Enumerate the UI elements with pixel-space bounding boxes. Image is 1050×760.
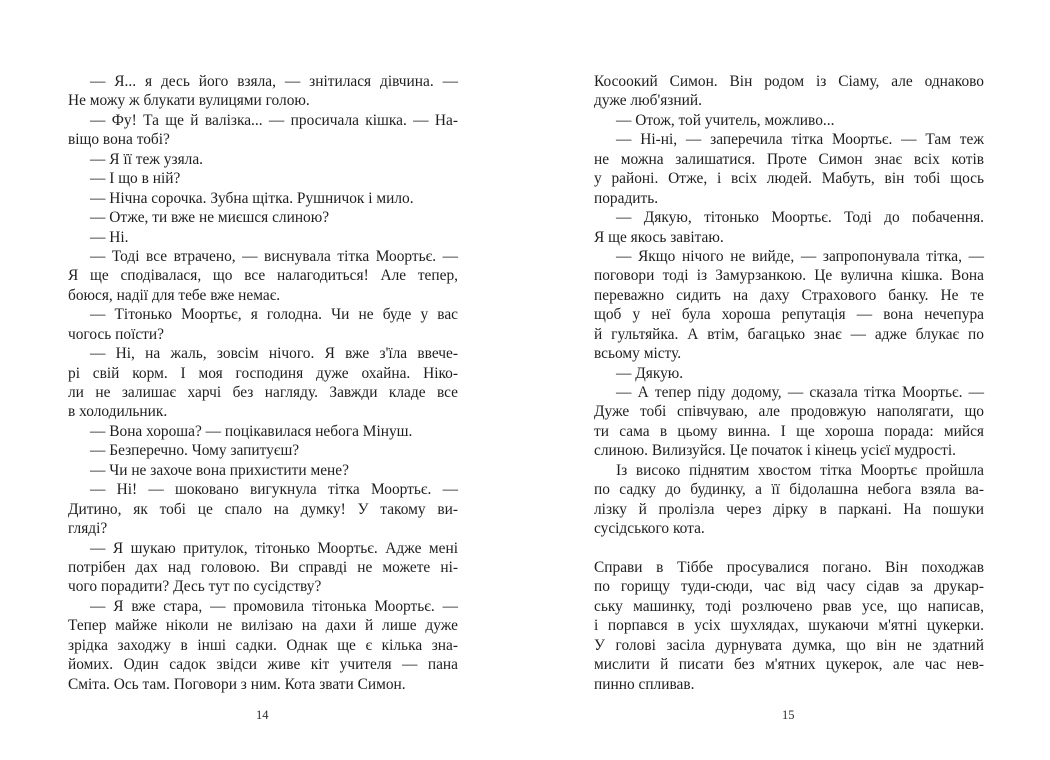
text-line: Сміта. Ось там. Поговори з ним. Кота звати Симон. (68, 675, 406, 693)
text-line: сусідського кота. (594, 520, 705, 538)
text-line: — Дякую. (616, 364, 684, 382)
text-line: переважно сидить на даху Страхового банку. Не те (594, 286, 984, 304)
text-line: Не можу ж блукати вулицями голою. (68, 92, 310, 110)
text-line: по садку до будинку, а її бідолашна небога взяла ва- (594, 481, 984, 499)
right-page-number: 15 (782, 708, 795, 722)
text-line: Я ще сподівалася, що все налагодиться! Але тепер, (68, 267, 458, 285)
text-line: — А тепер піду додому, — сказала тітка Моортьє. — (616, 384, 984, 401)
text-line: щоб у неї була хороша репутація — вона нечепура (594, 306, 984, 324)
text-line: ти сама в цьому винна. І ще хороша порада: мийся (594, 422, 984, 440)
text-line: і порпався в усіх шухлядах, шукаючи м'ятні цукерки. (594, 617, 984, 635)
text-line: мислити й писати без м'ятних цукерок, але час нев- (594, 656, 984, 674)
text-line: ли не залишає харчі без нагляду. Завжди кладе все (68, 384, 458, 401)
text-line: — Ні! — шоковано вигукнула тітка Моортьє. — (90, 481, 458, 499)
text-line: Дуже тобі співчуваю, але продовжую наполягати, що (594, 403, 984, 421)
text-line: Справи в Тіббе просувалися погано. Він походжав (594, 558, 984, 576)
text-line: рі свій корм. І моя господиня дуже охайна. Ніко- (68, 364, 458, 382)
text-line: й гультяйка. А втім, багацько знає — адже блукає по (594, 325, 984, 343)
text-line: по горищу туди-сюди, час від часу сідав за друкар- (594, 578, 984, 596)
text-line: чогось поїсти? (68, 325, 164, 343)
left-page-number: 14 (256, 708, 269, 722)
text-line: Косоокий Симон. Він родом із Сіаму, але однаково (594, 73, 984, 90)
text-line (594, 539, 984, 558)
text-line: У голові засіла дурнувата думка, що він не здатний (594, 636, 984, 654)
text-line: — Тітонько Моортьє, я голодна. Чи не буде у вас (90, 306, 458, 324)
text-line: — Я шукаю притулок, тітонько Моортьє. Адже мені (90, 539, 458, 557)
text-line: йомих. Один садок звідси живе кіт учителя — пана (68, 656, 458, 674)
text-line: всьому місту. (594, 345, 682, 363)
text-line: чого порадити? Десь тут по сусідству? (68, 578, 322, 596)
text-line: — Нічна сорочка. Зубна щітка. Рушничок і мило. (90, 189, 414, 207)
text-line: — Чи не захоче вона прихистити мене? (90, 461, 349, 479)
text-line: — Отож, той учитель, можливо... (616, 111, 835, 129)
text-line: у районі. Отже, і всіх людей. Мабуть, він тобі щось (594, 170, 984, 188)
right-page-text (594, 72, 984, 694)
text-line: слиною. Вилизуйся. Це початок і кінець усієї мудрості. (594, 442, 956, 460)
text-line: Тепер майже ніколи не вилізаю на дахи й лише дуже (68, 617, 458, 635)
text-line: поговори тоді із Замурзанкою. Це вулична кішка. Вона (594, 267, 984, 285)
text-line: — Ні, на жаль, зовсім нічого. Я вже з'їла ввече- (90, 345, 458, 363)
text-line: — Дякую, тітонько Моортьє. Тоді до побачення. (616, 209, 984, 227)
text-line: — Ні. (90, 228, 129, 246)
text-line: — Вона хороша? — поцікавилася небога Мінуш. (90, 422, 413, 440)
text-line: віщо вона тобі? (68, 131, 170, 149)
text-line: — Тоді все втрачено, — виснувала тітка Моортьє. — (90, 247, 458, 265)
text-line: порадить. (594, 189, 659, 207)
text-line: в холодильник. (68, 403, 168, 421)
text-line: ську машинку, тоді розлючено рвав усе, що написав, (594, 597, 984, 615)
text-line: — Я вже стара, — промовила тітонька Моортьє. — (90, 597, 458, 615)
text-line: потрібен дах над головою. Ви справді не можете ні- (68, 558, 458, 576)
text-line: — Ні-ні, — заперечила тітка Моортьє. — Там теж (616, 131, 984, 149)
text-line: Я ще якось завітаю. (594, 228, 724, 246)
text-line: — І що в ній? (90, 170, 181, 188)
text-line: — Безперечно. Чому запитуєш? (90, 442, 300, 460)
text-line: пинно спливав. (594, 675, 695, 693)
left-page-text (68, 72, 458, 694)
text-line: Із високо піднятим хвостом тітка Моортьє пройшла (616, 461, 984, 479)
text-line: — Я... я десь його взяла, — знітилася дівчина. — (90, 73, 458, 90)
text-line: Дитино, як тобі це спало на думку! У такому ви- (68, 500, 458, 518)
text-line: — Фу! Та ще й валізка... — просичала кішка. — На- (90, 111, 458, 129)
text-line: — Отже, ти вже не миєшся слиною? (90, 209, 330, 227)
text-line: — Якщо нічого не вийде, — запропонувала тітка, — (616, 247, 984, 265)
text-line: боюся, надії для тебе вже немає. (68, 286, 281, 304)
text-line: гляді? (68, 520, 108, 538)
text-line: дуже люб'язний. (594, 92, 702, 110)
text-line: лізку й пролізла через дірку в паркані. На пошуки (594, 500, 984, 518)
text-line: зрідка заходжу в інші садки. Однак ще є кілька зна- (68, 636, 458, 654)
text-line: — Я її теж узяла. (90, 150, 204, 168)
text-line: не можна залишатися. Проте Симон знає всіх котів (594, 150, 984, 168)
